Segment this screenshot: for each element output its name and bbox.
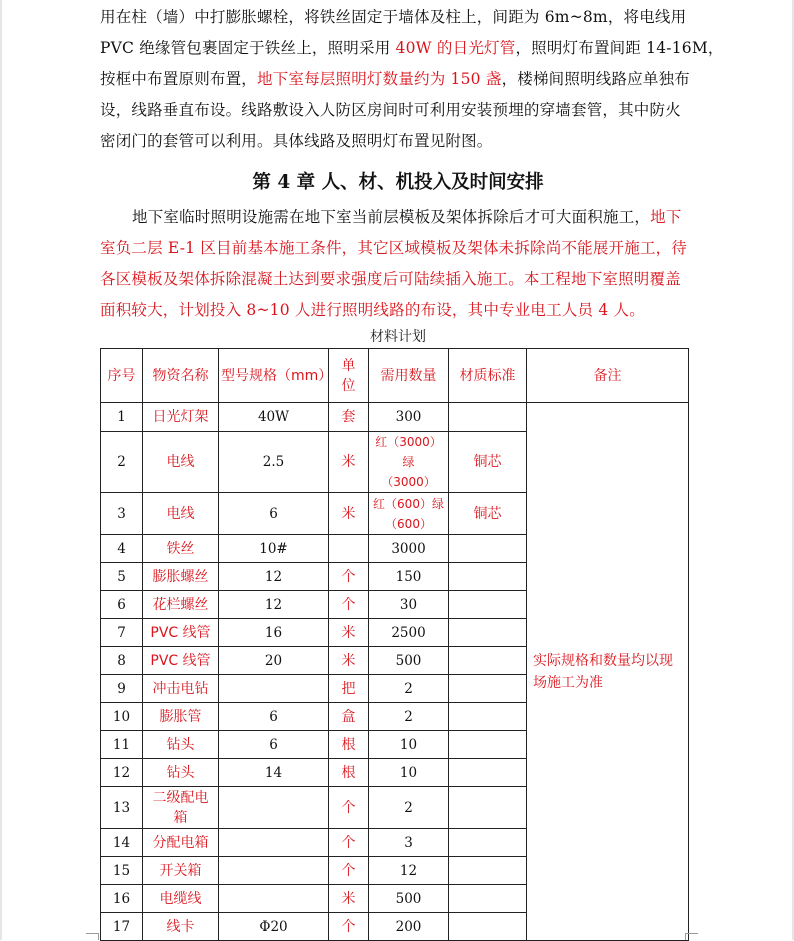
item-spec: 6	[219, 493, 329, 535]
paragraph-line: 各区模板及架体拆除混凝土达到要求强度后可陆续插入施工。本工程地下室照明覆盖	[100, 270, 681, 288]
item-material	[449, 885, 527, 913]
item-quantity: 2	[369, 675, 449, 703]
item-spec: Φ20	[219, 913, 329, 941]
item-spec: 10#	[219, 535, 329, 563]
item-quantity: 150	[369, 563, 449, 591]
item-name: 日光灯架	[143, 403, 219, 432]
item-quantity: 10	[369, 759, 449, 787]
item-unit: 个	[329, 787, 369, 829]
item-unit: 米	[329, 647, 369, 675]
item-name: PVC 线管	[143, 647, 219, 675]
text-run: 按框中布置原则布置，	[100, 70, 258, 88]
page-corner-mark	[685, 933, 698, 940]
item-material	[449, 403, 527, 432]
quantity-line: （600）	[385, 516, 432, 531]
item-unit: 个	[329, 591, 369, 619]
row-number: 8	[101, 647, 143, 675]
table-caption: 材料计划	[370, 329, 426, 345]
item-quantity: 12	[369, 857, 449, 885]
item-material	[449, 619, 527, 647]
table-row	[101, 403, 689, 432]
item-quantity: 10	[369, 731, 449, 759]
paragraph-line: 设，线路垂直布设。线路敷设入人防区房间时可利用安装预埋的穿墙套管，其中防火	[100, 101, 681, 119]
header-cell: 单位	[329, 349, 369, 403]
item-quantity: 2	[369, 703, 449, 731]
item-unit: 个	[329, 857, 369, 885]
row-number: 9	[101, 675, 143, 703]
row-number: 14	[101, 829, 143, 857]
item-quantity: 500	[369, 885, 449, 913]
item-material	[449, 591, 527, 619]
item-spec	[219, 885, 329, 913]
paragraph-line	[100, 33, 724, 64]
item-material	[449, 563, 527, 591]
text-run: ，楼梯间照明线路应单独布	[501, 70, 690, 88]
item-material	[449, 731, 527, 759]
row-number: 15	[101, 857, 143, 885]
item-spec: 40W	[219, 403, 329, 432]
item-material	[449, 647, 527, 675]
item-quantity	[369, 493, 449, 535]
item-material	[449, 829, 527, 857]
row-number: 13	[101, 787, 143, 829]
item-unit: 米	[329, 885, 369, 913]
item-unit: 个	[329, 913, 369, 941]
row-number: 1	[101, 403, 143, 432]
row-number: 7	[101, 619, 143, 647]
item-name: 电线	[143, 432, 219, 493]
item-quantity: 500	[369, 647, 449, 675]
item-material	[449, 913, 527, 941]
item-unit: 盒	[329, 703, 369, 731]
item-spec: 6	[219, 703, 329, 731]
item-quantity: 2500	[369, 619, 449, 647]
item-name: 花栏螺丝	[143, 591, 219, 619]
item-name: 线卡	[143, 913, 219, 941]
item-unit	[329, 535, 369, 563]
item-name: 钻头	[143, 731, 219, 759]
item-name: 电缆线	[143, 885, 219, 913]
item-quantity: 3000	[369, 535, 449, 563]
item-spec: 20	[219, 647, 329, 675]
item-quantity: 2	[369, 787, 449, 829]
item-name: 膨胀管	[143, 703, 219, 731]
item-spec	[219, 857, 329, 885]
paragraph-line: 密闭门的套管可以利用。具体线路及照明灯布置见附图。	[100, 132, 493, 150]
item-unit: 米	[329, 432, 369, 493]
item-unit: 个	[329, 563, 369, 591]
header-cell: 物资名称	[143, 349, 219, 403]
item-name: 分配电箱	[143, 829, 219, 857]
quantity-line: （3000）	[381, 475, 436, 489]
header-cell: 需用数量	[369, 349, 449, 403]
page-corner-mark	[86, 933, 99, 940]
item-quantity: 200	[369, 913, 449, 941]
header-cell: 序号	[101, 349, 143, 403]
row-number: 16	[101, 885, 143, 913]
item-material: 铜芯	[449, 493, 527, 535]
item-quantity: 300	[369, 403, 449, 432]
row-number: 4	[101, 535, 143, 563]
item-spec: 2.5	[219, 432, 329, 493]
highlight-text: 40W 的日光灯管	[395, 39, 516, 57]
highlight-text: 地下	[650, 208, 682, 226]
item-spec: 16	[219, 619, 329, 647]
item-material	[449, 857, 527, 885]
item-spec: 14	[219, 759, 329, 787]
item-unit: 根	[329, 759, 369, 787]
quantity-line: 红（600）绿	[373, 496, 444, 511]
row-number: 10	[101, 703, 143, 731]
item-material	[449, 535, 527, 563]
materials-table	[100, 348, 689, 941]
table-header-row	[101, 349, 689, 403]
row-number: 6	[101, 591, 143, 619]
remarks-cell: 实际规格和数量均以现场施工为准	[527, 403, 689, 941]
item-unit: 米	[329, 619, 369, 647]
item-material: 铜芯	[449, 432, 527, 493]
item-quantity: 3	[369, 829, 449, 857]
header-cell: 材质标准	[449, 349, 527, 403]
item-spec	[219, 787, 329, 829]
item-spec	[219, 675, 329, 703]
item-name: 钻头	[143, 759, 219, 787]
paragraph-lighting-layout	[100, 2, 724, 157]
paragraph-line	[100, 64, 696, 95]
item-spec: 12	[219, 563, 329, 591]
row-number: 3	[101, 493, 143, 535]
paragraph-resource-plan	[100, 202, 696, 326]
text-run: PVC 绝缘管包裹固定于铁丝上，照明采用	[100, 39, 396, 57]
text-run: ，照明灯布置间距 14-16M，	[515, 39, 724, 57]
row-number: 5	[101, 563, 143, 591]
item-material	[449, 703, 527, 731]
item-name: 铁丝	[143, 535, 219, 563]
text-run: 地下室临时照明设施需在地下室当前层模板及架体拆除后才可大面积施工，	[132, 208, 651, 226]
quantity-line: 红（3000）绿	[375, 435, 442, 469]
item-name: 膨胀螺丝	[143, 563, 219, 591]
item-name: PVC 线管	[143, 619, 219, 647]
paragraph-line	[100, 202, 696, 233]
row-number: 11	[101, 731, 143, 759]
item-name: 冲击电钻	[143, 675, 219, 703]
item-material	[449, 787, 527, 829]
item-unit: 米	[329, 493, 369, 535]
item-quantity	[369, 432, 449, 493]
item-name	[143, 787, 219, 829]
item-spec: 6	[219, 731, 329, 759]
row-number: 12	[101, 759, 143, 787]
item-material	[449, 675, 527, 703]
header-cell: 备注	[527, 349, 689, 403]
item-quantity: 30	[369, 591, 449, 619]
name-line: 二级配电	[152, 789, 209, 806]
name-line: 箱	[173, 809, 188, 826]
header-cell: 型号规格（mm）	[219, 349, 329, 403]
item-name: 电线	[143, 493, 219, 535]
row-number: 17	[101, 913, 143, 941]
item-unit: 套	[329, 403, 369, 432]
chapter-title: 第 4 章 人、材、机投入及时间安排	[252, 172, 544, 193]
paragraph-line: 面积较大，计划投入 8~10 人进行照明线路的布设，其中专业电工人员 4 人。	[100, 301, 645, 319]
item-unit: 根	[329, 731, 369, 759]
item-spec: 12	[219, 591, 329, 619]
item-unit: 把	[329, 675, 369, 703]
paragraph-line: 用在柱（墙）中打膨胀螺栓，将铁丝固定于墙体及柱上，间距为 6m~8m，将电线用	[100, 8, 687, 26]
item-name: 开关箱	[143, 857, 219, 885]
highlight-text: 地下室每层照明灯数量约为 150 盏	[257, 70, 502, 88]
item-unit: 个	[329, 829, 369, 857]
row-number: 2	[101, 432, 143, 493]
item-spec	[219, 829, 329, 857]
page-edge-left	[0, 0, 2, 940]
paragraph-line: 室负二层 E-1 区目前基本施工条件，其它区域模板及架体未拆除尚不能展开施工，待	[100, 239, 688, 257]
item-material	[449, 759, 527, 787]
